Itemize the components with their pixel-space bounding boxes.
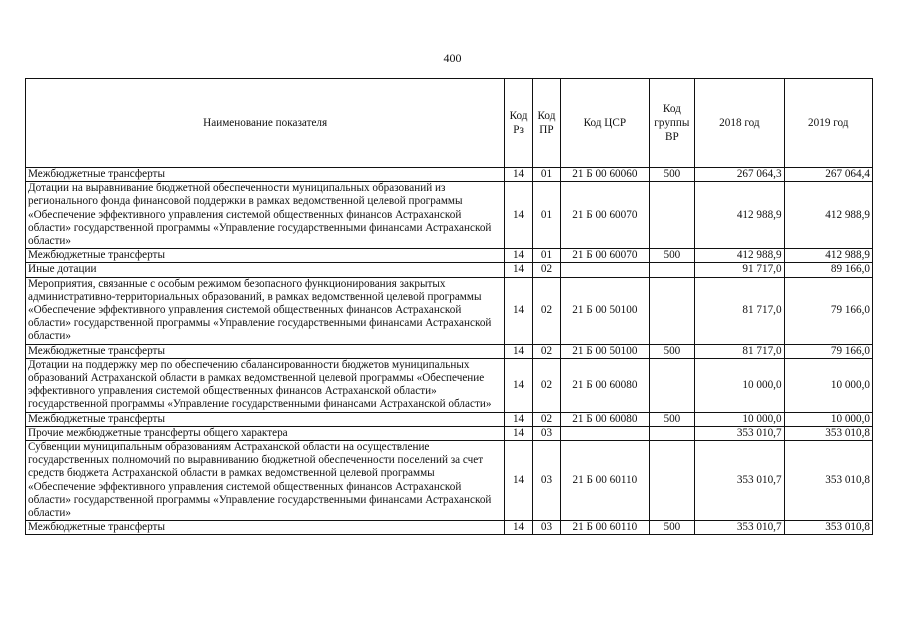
header-row bbox=[26, 79, 873, 168]
row-csr: 21 Б 00 60070 bbox=[561, 182, 649, 249]
row-rz: 14 bbox=[505, 168, 532, 182]
row-rz: 14 bbox=[505, 426, 532, 440]
row-vr: 500 bbox=[649, 249, 695, 263]
row-pr: 01 bbox=[532, 168, 560, 182]
row-2019: 79 166,0 bbox=[784, 277, 872, 344]
row-2019: 353 010,8 bbox=[784, 521, 872, 535]
header-vr: Код группы ВР bbox=[649, 79, 695, 168]
row-vr: 500 bbox=[649, 344, 695, 358]
table-row bbox=[26, 358, 873, 412]
row-2018: 412 988,9 bbox=[695, 249, 784, 263]
row-2018: 10 000,0 bbox=[695, 412, 784, 426]
row-csr: 21 Б 00 60080 bbox=[561, 358, 649, 412]
row-name: Дотации на выравнивание бюджетной обеспеченности муниципальных образований из регионального фонда финансовой поддержки в рамках ведомственной целевой программы «Обеспечение эффективного управления системой общественных финансов Астраханской области» государственной программы «Управление государственными финансами Астраханской области» bbox=[26, 182, 505, 249]
row-pr: 01 bbox=[532, 249, 560, 263]
table-row bbox=[26, 263, 873, 277]
row-rz: 14 bbox=[505, 441, 532, 521]
row-csr: 21 Б 00 60080 bbox=[561, 412, 649, 426]
budget-table bbox=[25, 78, 873, 535]
row-rz: 14 bbox=[505, 249, 532, 263]
header-name: Наименование показателя bbox=[26, 79, 505, 168]
row-name: Межбюджетные трансферты bbox=[26, 412, 505, 426]
page-number: 400 bbox=[443, 51, 462, 65]
row-name: Иные дотации bbox=[26, 263, 505, 277]
row-csr: 21 Б 00 60110 bbox=[561, 441, 649, 521]
row-2018: 91 717,0 bbox=[695, 263, 784, 277]
row-csr: 21 Б 00 60070 bbox=[561, 249, 649, 263]
row-2018: 10 000,0 bbox=[695, 358, 784, 412]
row-2018: 81 717,0 bbox=[695, 277, 784, 344]
table-row bbox=[26, 521, 873, 535]
row-2019: 267 064,4 bbox=[784, 168, 872, 182]
row-rz: 14 bbox=[505, 263, 532, 277]
row-2019: 412 988,9 bbox=[784, 249, 872, 263]
row-vr: 500 bbox=[649, 412, 695, 426]
row-name: Дотации на поддержку мер по обеспечению сбалансированности бюджетов муниципальных образований Астраханской области в рамках ведомственной целевой программы «Обеспечение эффективного управления системой общественных финансов Астраханской области» государственной программы «Управление государственными финансами Астраханской области» bbox=[26, 358, 505, 412]
row-csr bbox=[561, 263, 649, 277]
row-2018: 81 717,0 bbox=[695, 344, 784, 358]
row-rz: 14 bbox=[505, 344, 532, 358]
row-rz: 14 bbox=[505, 358, 532, 412]
row-2019: 10 000,0 bbox=[784, 358, 872, 412]
row-vr bbox=[649, 263, 695, 277]
header-csr: Код ЦСР bbox=[561, 79, 649, 168]
row-2018: 353 010,7 bbox=[695, 521, 784, 535]
row-vr bbox=[649, 182, 695, 249]
row-name: Межбюджетные трансферты bbox=[26, 249, 505, 263]
row-name: Межбюджетные трансферты bbox=[26, 168, 505, 182]
row-rz: 14 bbox=[505, 277, 532, 344]
row-2019: 79 166,0 bbox=[784, 344, 872, 358]
row-vr bbox=[649, 358, 695, 412]
row-csr: 21 Б 00 50100 bbox=[561, 344, 649, 358]
table-row bbox=[26, 441, 873, 521]
row-pr: 02 bbox=[532, 263, 560, 277]
row-2019: 412 988,9 bbox=[784, 182, 872, 249]
table-row bbox=[26, 412, 873, 426]
row-pr: 03 bbox=[532, 521, 560, 535]
row-2018: 353 010,7 bbox=[695, 426, 784, 440]
row-vr bbox=[649, 426, 695, 440]
row-2019: 353 010,8 bbox=[784, 426, 872, 440]
row-rz: 14 bbox=[505, 521, 532, 535]
row-2019: 89 166,0 bbox=[784, 263, 872, 277]
row-pr: 02 bbox=[532, 277, 560, 344]
row-name: Межбюджетные трансферты bbox=[26, 344, 505, 358]
table-row bbox=[26, 277, 873, 344]
row-csr bbox=[561, 426, 649, 440]
table-row bbox=[26, 344, 873, 358]
row-vr: 500 bbox=[649, 521, 695, 535]
row-name: Субвенции муниципальным образованиям Астраханской области на осуществление государственных полномочий по выравниванию бюджетной обеспеченности поселений за счет средств бюджета Астраханской области в рамках ведомственной целевой программы «Обеспечение эффективного управления системой общественных финансов Астраханской области» государственной программы «Управление государственными финансами Астраханской области» bbox=[26, 441, 505, 521]
header-pr: Код ПР bbox=[532, 79, 560, 168]
row-vr bbox=[649, 441, 695, 521]
row-pr: 03 bbox=[532, 426, 560, 440]
row-vr: 500 bbox=[649, 168, 695, 182]
table-row bbox=[26, 168, 873, 182]
table-row bbox=[26, 249, 873, 263]
row-2018: 267 064,3 bbox=[695, 168, 784, 182]
table-row bbox=[26, 182, 873, 249]
row-pr: 02 bbox=[532, 412, 560, 426]
row-pr: 02 bbox=[532, 358, 560, 412]
row-csr: 21 Б 00 50100 bbox=[561, 277, 649, 344]
header-rz: Код Рз bbox=[505, 79, 532, 168]
row-name: Прочие межбюджетные трансферты общего характера bbox=[26, 426, 505, 440]
row-2019: 10 000,0 bbox=[784, 412, 872, 426]
header-2018: 2018 год bbox=[695, 79, 784, 168]
row-name: Мероприятия, связанные с особым режимом безопасного функционирования закрытых административно-территориальных образований, в рамках ведомственной целевой программы «Обеспечение эффективного управления системой общественных финансов Астраханской области» государственной программы «Управление государственными финансами Астраханской области» bbox=[26, 277, 505, 344]
row-vr bbox=[649, 277, 695, 344]
header-2019: 2019 год bbox=[784, 79, 872, 168]
row-rz: 14 bbox=[505, 412, 532, 426]
row-2019: 353 010,8 bbox=[784, 441, 872, 521]
row-2018: 412 988,9 bbox=[695, 182, 784, 249]
row-pr: 01 bbox=[532, 182, 560, 249]
row-rz: 14 bbox=[505, 182, 532, 249]
row-csr: 21 Б 00 60060 bbox=[561, 168, 649, 182]
row-name: Межбюджетные трансферты bbox=[26, 521, 505, 535]
row-csr: 21 Б 00 60110 bbox=[561, 521, 649, 535]
row-pr: 02 bbox=[532, 344, 560, 358]
table-row bbox=[26, 426, 873, 440]
row-pr: 03 bbox=[532, 441, 560, 521]
row-2018: 353 010,7 bbox=[695, 441, 784, 521]
